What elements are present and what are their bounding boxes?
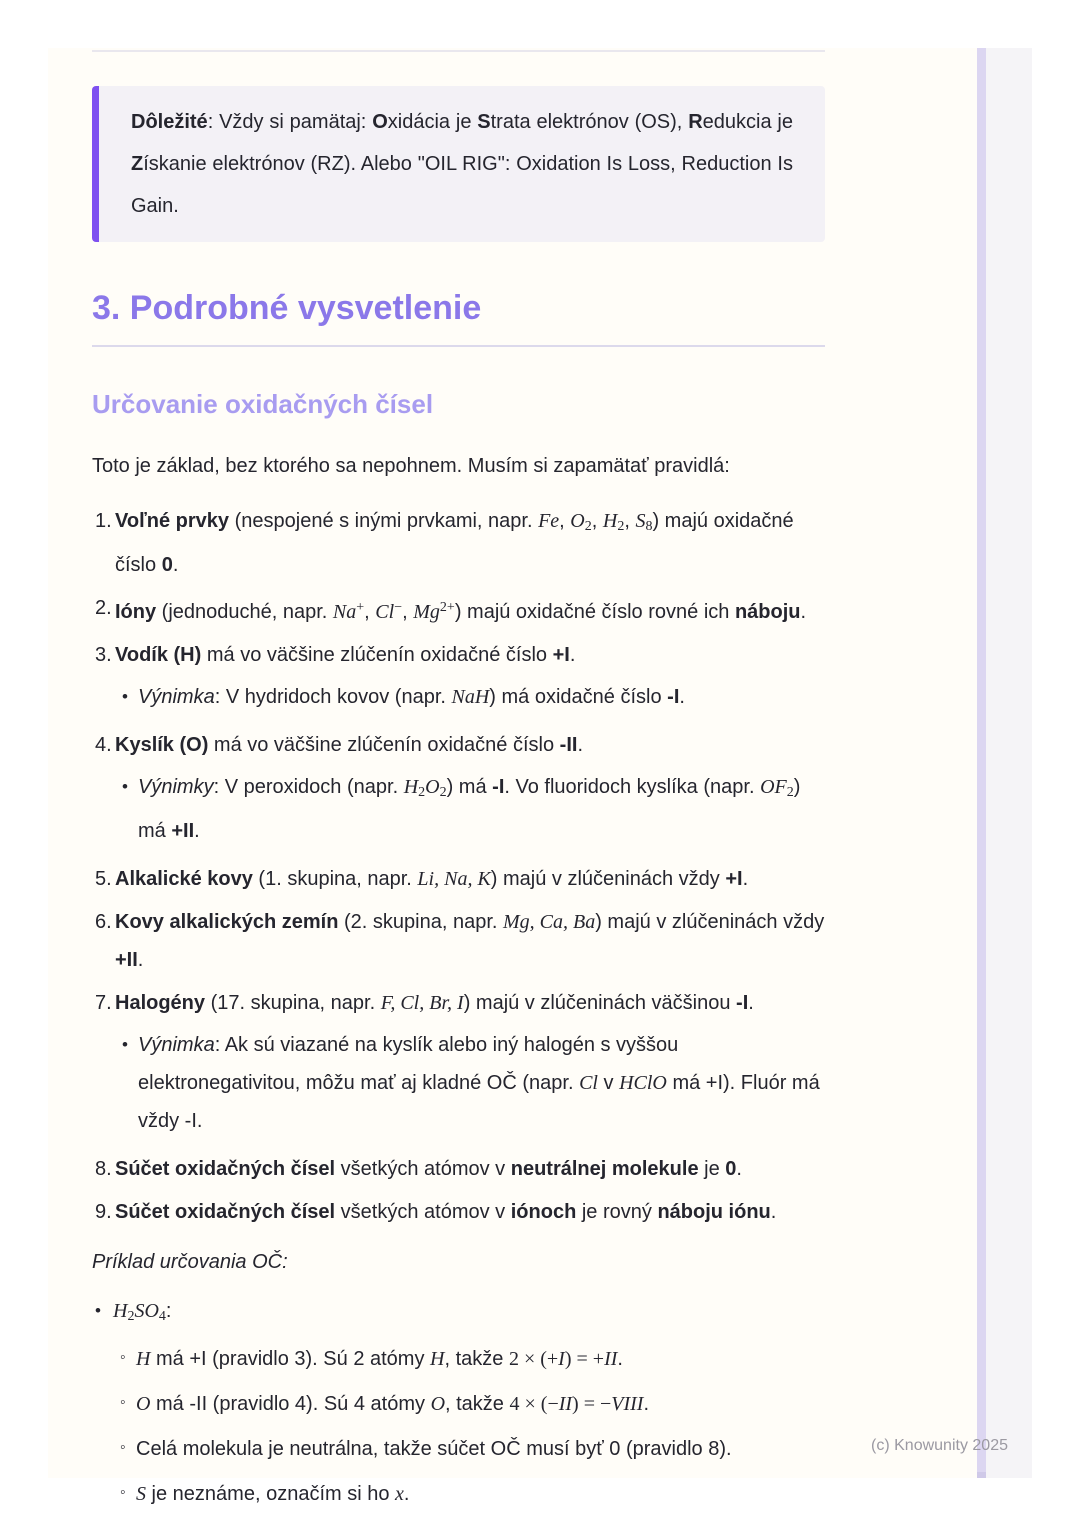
text-segment: . [742, 868, 749, 891]
text-segment: II [558, 1393, 573, 1416]
text-segment: : Vždy si pamätaj: [207, 111, 373, 133]
rule-item [92, 860, 825, 898]
text-segment: 2 [418, 785, 426, 801]
text-segment: má -II (pravidlo 4). Sú 4 atómy [150, 1393, 431, 1416]
text-segment: Na [332, 601, 357, 624]
circle-bullet-marker: ◦ [120, 1349, 126, 1367]
rule-exceptions-list [122, 1026, 825, 1140]
text-segment: , [624, 509, 636, 532]
text-segment: (2. skupina, napr. [338, 911, 503, 934]
list-number: 7. [95, 992, 112, 1015]
text-segment: . [748, 992, 754, 1015]
bullet-marker: • [122, 777, 128, 797]
callout-text [131, 101, 793, 227]
text-segment: ) majú oxidačné číslo [115, 509, 794, 577]
text-segment: ) majú oxidačné číslo rovné ich [454, 601, 735, 624]
text-segment: + [356, 600, 365, 616]
text-segment: H [403, 776, 419, 799]
text-segment: OF [760, 776, 787, 799]
text-segment: . [569, 644, 576, 667]
text-segment: SO [134, 1300, 159, 1323]
text-segment: Mg [413, 601, 440, 624]
text-segment: x [395, 1483, 404, 1506]
text-segment: 4 × (− [509, 1393, 559, 1416]
text-segment: O [570, 509, 585, 532]
viewer-gutter [986, 48, 1032, 1478]
text-segment: Celá molekula je neutrálna, takže súčet OČ musí byť 0 (pravidlo 8). [136, 1438, 732, 1461]
text-segment: Halogény [115, 992, 206, 1015]
bullet-marker: • [95, 1301, 101, 1321]
page-edge-strip [977, 48, 986, 1478]
text-segment: VIII [611, 1393, 644, 1416]
text-segment: náboju iónu [657, 1201, 771, 1224]
text-segment: , takže [444, 1348, 509, 1371]
rule-item [92, 1193, 825, 1231]
text-segment: Cl [579, 1072, 598, 1095]
rule-exceptions-list [122, 768, 825, 850]
text-segment: Kovy alkalických zemín [115, 911, 339, 934]
example-label [92, 1248, 825, 1276]
text-segment: 2 [439, 785, 447, 801]
bullet-marker: • [122, 1035, 128, 1055]
text-segment: II [604, 1348, 618, 1371]
text-segment: +I [552, 644, 570, 667]
text-segment: Výnimky [138, 776, 214, 799]
list-number: 2. [95, 597, 112, 620]
text-segment: Ióny [115, 601, 157, 624]
text-segment: S [635, 509, 646, 532]
text-segment: Voľné prvky [115, 509, 230, 532]
text-segment: R [688, 111, 703, 133]
text-segment: je neznáme, označím si ho [146, 1483, 396, 1506]
text-segment: ) majú v zlúčeninách väčšinou [463, 992, 737, 1015]
rule-item [92, 984, 825, 1140]
text-segment: má +I (pravidlo 3). Sú 2 atómy [150, 1348, 431, 1371]
rule-item [92, 726, 825, 850]
rule-exceptions-list [122, 678, 825, 716]
text-segment: 2 [127, 1309, 135, 1325]
text-segment: : V peroxidoch (napr. [213, 776, 404, 799]
text-segment: edukcia je [702, 111, 793, 133]
text-segment: Alkalické kovy [115, 868, 253, 891]
text-segment: , [591, 509, 603, 532]
rule-item [92, 903, 825, 979]
list-number: 1. [95, 509, 112, 532]
text-segment: . [172, 554, 179, 577]
page-background [48, 48, 977, 1506]
example-list [92, 1292, 825, 1513]
list-number: 9. [95, 1201, 112, 1224]
text-segment: xidácia je [387, 111, 478, 133]
text-segment: je rovný [576, 1201, 658, 1224]
text-segment: 0 [161, 554, 173, 577]
text-segment: ) = + [564, 1348, 605, 1371]
list-number: 6. [95, 911, 112, 934]
text-segment: má vo väčšine zlúčenín oxidačné číslo [201, 644, 553, 667]
text-segment: má +I). Fluór má vždy -I. [138, 1072, 820, 1133]
circle-bullet-marker: ◦ [120, 1484, 126, 1502]
text-segment: -I [736, 992, 749, 1015]
text-segment: Cl [375, 601, 395, 624]
text-segment: . [800, 601, 807, 624]
text-segment: (nespojené s inými prvkami, napr. [229, 509, 539, 532]
text-segment: F, Cl, Br, I [380, 992, 464, 1015]
example-step [120, 1430, 825, 1468]
text-segment: I [558, 1348, 565, 1371]
text-segment: . [137, 949, 144, 972]
text-segment: 2 [786, 785, 794, 801]
text-segment: trata elektrónov (OS), [490, 111, 689, 133]
text-segment: ) má [446, 776, 493, 799]
text-segment: H [430, 1348, 445, 1371]
text-segment: 2 [617, 519, 625, 535]
text-segment: neutrálnej molekule [510, 1158, 699, 1181]
text-segment: . Vo fluoridoch kyslíka (napr. [504, 776, 761, 799]
copyright-footer: (c) Knowunity 2025 [871, 1437, 1008, 1454]
text-segment: : V hydridoch kovov (napr. [214, 686, 452, 709]
text-segment: . [770, 1201, 777, 1224]
text-segment: H [113, 1300, 128, 1323]
text-segment: ) majú v zlúčeninách vždy [595, 911, 825, 934]
list-number: 8. [95, 1158, 112, 1181]
text-segment: 0 [725, 1158, 737, 1181]
text-segment: , [364, 601, 376, 624]
text-segment: Výnimka [138, 1034, 215, 1057]
text-segment: +II [171, 820, 195, 843]
text-segment: S [477, 111, 491, 133]
important-callout [92, 86, 825, 242]
text-segment: ) majú v zlúčeninách vždy [490, 868, 726, 891]
text-segment: má vo väčšine zlúčenín oxidačné číslo [208, 734, 560, 757]
text-segment: Kyslík (O) [115, 734, 209, 757]
text-segment: HClO [619, 1072, 667, 1095]
example-step [120, 1475, 825, 1513]
text-segment: Vodík (H) [115, 644, 202, 667]
exception-item [122, 1026, 825, 1140]
text-segment: O [372, 111, 388, 133]
text-segment: Príklad určovania OČ: [92, 1251, 288, 1274]
circle-bullet-marker: ◦ [120, 1439, 126, 1457]
text-segment: ískanie elektrónov (RZ). Alebo "OIL RIG": Oxidation Is Loss, Reduction Is Gain. [131, 153, 793, 217]
text-segment: . [403, 1483, 410, 1506]
intro-paragraph: Toto je základ, bez ktorého sa nepohnem. Musím si zapamätať pravidlá: [92, 454, 730, 477]
bullet-marker: • [122, 687, 128, 707]
list-number: 4. [95, 734, 112, 757]
text-segment: . [736, 1158, 742, 1181]
text-segment: (jednoduché, napr. [156, 601, 333, 624]
text-segment: -II [559, 734, 578, 757]
circle-bullet-marker: ◦ [120, 1394, 126, 1412]
text-segment: v [597, 1072, 620, 1095]
text-segment: NaH [451, 686, 490, 709]
text-segment: . [577, 734, 583, 757]
text-segment: iónoch [510, 1201, 577, 1224]
text-segment: 8 [645, 519, 653, 535]
text-segment: Z [131, 153, 144, 175]
text-segment: : [165, 1300, 172, 1323]
text-segment: H [602, 509, 618, 532]
text-segment: : Ak sú viazané na kyslík alebo iný halogén s vyššou elektronegativitou, môžu mať aj kladné OČ (napr. [138, 1034, 679, 1095]
text-segment: , takže [445, 1393, 510, 1416]
text-segment: . [643, 1393, 650, 1416]
text-segment: všetkých atómov v [335, 1158, 511, 1181]
text-segment: O [425, 776, 440, 799]
top-divider [92, 50, 825, 52]
section-heading: 3. Podrobné vysvetlenie [92, 288, 825, 347]
text-segment: 2 × (+ [508, 1348, 559, 1371]
text-segment: O [430, 1393, 446, 1416]
rule-item [92, 502, 825, 584]
text-segment: , [402, 601, 414, 624]
text-segment: +I [725, 868, 743, 891]
text-segment: O [136, 1393, 151, 1416]
exception-item [122, 768, 825, 850]
text-segment: S [136, 1483, 146, 1506]
example-step [120, 1385, 825, 1423]
text-segment: (1. skupina, napr. [252, 868, 418, 891]
text-segment: ) má oxidačné číslo [489, 686, 668, 709]
text-segment: Fe [538, 509, 560, 532]
list-number: 5. [95, 868, 112, 891]
text-segment: Výnimka [138, 686, 215, 709]
text-segment: ) má [138, 776, 801, 843]
text-segment: všetkých atómov v [335, 1201, 511, 1224]
rule-item [92, 1150, 825, 1188]
text-segment: . [194, 820, 200, 843]
text-segment: ) = − [572, 1393, 612, 1416]
text-segment: náboju [734, 601, 801, 624]
page-content [92, 48, 825, 1520]
example-item [92, 1292, 825, 1513]
text-segment: , [559, 509, 571, 532]
text-segment: . [617, 1348, 623, 1371]
example-step [120, 1340, 825, 1378]
text-segment: − [394, 600, 403, 616]
text-segment: -I [667, 686, 680, 709]
text-segment: Li, Na, K [417, 868, 491, 891]
rule-item [92, 589, 825, 631]
text-segment: Mg, Ca, Ba [503, 911, 596, 934]
subsection-heading: Určovanie oxidačných čísel [92, 388, 434, 419]
text-segment: je [698, 1158, 726, 1181]
text-segment: Dôležité [131, 111, 208, 133]
example-steps-list [120, 1340, 825, 1513]
text-segment: 4 [158, 1309, 166, 1325]
rules-list [92, 502, 825, 1231]
text-segment: +II [115, 949, 138, 972]
rule-item [92, 636, 825, 716]
text-segment: 2 [584, 519, 592, 535]
text-segment: -I [492, 776, 505, 799]
exception-item [122, 678, 825, 716]
text-segment: . [679, 686, 685, 709]
text-segment: H [136, 1348, 151, 1371]
text-segment: Súčet oxidačných čísel [115, 1158, 336, 1181]
text-segment: Súčet oxidačných čísel [115, 1201, 336, 1224]
list-number: 3. [95, 644, 112, 667]
text-segment: (17. skupina, napr. [205, 992, 381, 1015]
text-segment: 2+ [439, 600, 455, 616]
